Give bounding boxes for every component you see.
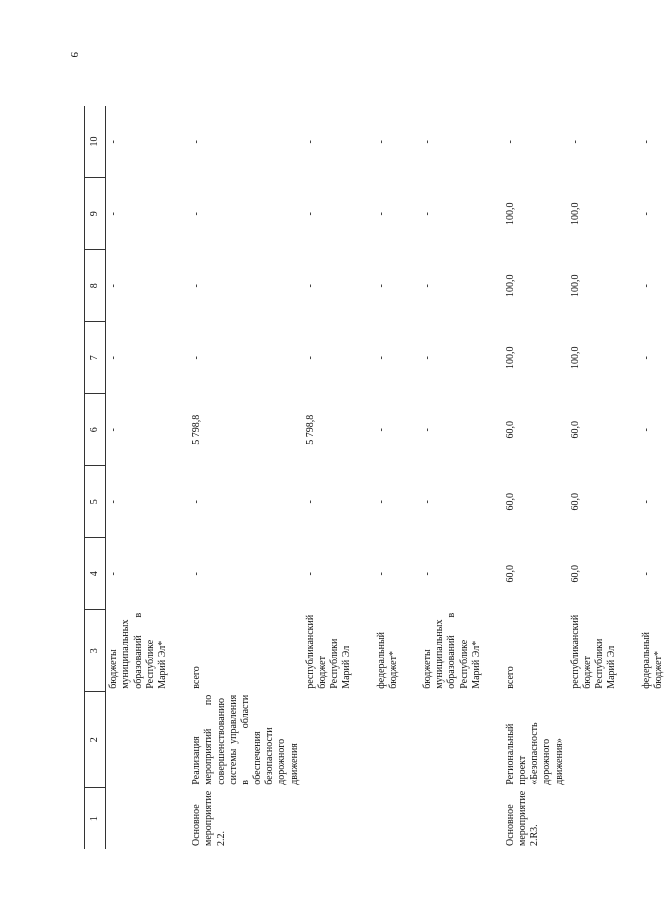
value-cell: 60,0 [569, 565, 581, 583]
event-code-cell [402, 788, 485, 849]
funding-source-cell: федеральный бюджет* [375, 631, 399, 689]
value-cell: 60,0 [569, 421, 581, 439]
value-cell: - [640, 500, 652, 504]
event-code-cell [621, 788, 667, 849]
column-header: 2 [85, 692, 106, 788]
value-cell: - [421, 428, 433, 432]
value-cell: - [304, 284, 316, 288]
column-header: 3 [85, 610, 106, 692]
value-cell: - [108, 356, 120, 360]
value-cell: - [375, 284, 387, 288]
value-cell: - [640, 212, 652, 216]
event-name-cell [106, 692, 171, 788]
value-cell: - [421, 356, 433, 360]
value-cell: 5 798,8 [304, 414, 316, 445]
table-row [106, 106, 171, 849]
column-header: 1 [85, 788, 106, 849]
event-name-cell [568, 692, 621, 788]
value-cell: 60,0 [569, 493, 581, 511]
value-cell: - [191, 212, 203, 216]
value-cell: - [640, 428, 652, 432]
value-cell: - [421, 140, 433, 144]
event-name-cell [356, 692, 402, 788]
event-name-cell [402, 692, 485, 788]
value-cell: - [421, 284, 433, 288]
column-header: 7 [85, 322, 106, 394]
table-row [568, 106, 621, 849]
value-cell: - [640, 572, 652, 576]
value-cell: - [191, 140, 203, 144]
value-cell: - [304, 572, 316, 576]
value-cell: - [304, 212, 316, 216]
event-name-cell [621, 692, 667, 788]
value-cell: - [304, 140, 316, 144]
table-row [303, 106, 356, 849]
value-cell: - [375, 356, 387, 360]
financing-table [84, 106, 667, 849]
value-cell: - [375, 212, 387, 216]
column-header: 10 [85, 106, 106, 178]
value-cell: 60,0 [504, 565, 516, 583]
funding-source-cell: федеральный бюджет* [640, 631, 664, 689]
value-cell: - [108, 572, 120, 576]
funding-source-cell: республиканский бюджет Республики Марий Эл [304, 614, 353, 689]
value-cell: - [191, 284, 203, 288]
event-code-cell: Основное мероприятие 2.2. [191, 790, 227, 846]
funding-source-cell: бюджеты муниципальных образований в Республике Марий Эл* [421, 612, 482, 689]
value-cell: - [304, 500, 316, 504]
table-row [171, 106, 303, 849]
value-cell: - [504, 140, 516, 144]
column-header: 4 [85, 538, 106, 610]
value-cell: - [108, 140, 120, 144]
value-cell: - [640, 356, 652, 360]
value-cell: - [375, 500, 387, 504]
value-cell: - [569, 140, 581, 144]
table-header-row [85, 106, 106, 849]
value-cell: 100,0 [569, 202, 581, 226]
value-cell: - [375, 428, 387, 432]
value-cell: - [191, 356, 203, 360]
value-cell: 100,0 [504, 346, 516, 370]
value-cell: - [640, 140, 652, 144]
column-header: 5 [85, 466, 106, 538]
value-cell: - [191, 572, 203, 576]
event-name-cell: Региональный проект «Безопасность дорожного движения» [504, 722, 565, 785]
event-code-cell [356, 788, 402, 849]
value-cell: 100,0 [504, 274, 516, 298]
value-cell: 100,0 [569, 274, 581, 298]
financing-table-sheet [84, 69, 664, 849]
value-cell: - [421, 212, 433, 216]
value-cell: - [375, 140, 387, 144]
value-cell: - [421, 572, 433, 576]
value-cell: 100,0 [569, 346, 581, 370]
value-cell: - [421, 500, 433, 504]
funding-source-cell: всего [504, 666, 516, 689]
value-cell: - [191, 500, 203, 504]
value-cell: - [375, 572, 387, 576]
value-cell: - [304, 356, 316, 360]
table-row [621, 106, 667, 849]
event-name-cell: Реализация мероприятий по совершенствованию системы управления в области обеспечения безопасности дорожного движения [191, 694, 300, 785]
table-row [485, 106, 568, 849]
value-cell: 60,0 [504, 493, 516, 511]
value-cell: - [108, 284, 120, 288]
value-cell: - [640, 284, 652, 288]
value-cell: 5 798,8 [191, 414, 203, 445]
column-header: 9 [85, 178, 106, 250]
value-cell: 100,0 [504, 202, 516, 226]
value-cell: - [108, 212, 120, 216]
event-code-cell [568, 788, 621, 849]
column-header: 8 [85, 250, 106, 322]
column-header: 6 [85, 394, 106, 466]
page-number: 9 [68, 52, 80, 58]
funding-source-cell: всего [191, 666, 203, 689]
event-code-cell [303, 788, 356, 849]
table-row [402, 106, 485, 849]
event-name-cell [303, 692, 356, 788]
funding-source-cell: республиканский бюджет Республики Марий Эл [569, 614, 618, 689]
funding-source-cell: бюджеты муниципальных образований в Республике Марий Эл* [108, 612, 168, 689]
event-code-cell: Основное мероприятие 2.R3. [504, 790, 541, 846]
value-cell: - [108, 428, 120, 432]
table-row [356, 106, 402, 849]
event-code-cell [106, 788, 171, 849]
value-cell: - [108, 500, 120, 504]
value-cell: 60,0 [504, 421, 516, 439]
